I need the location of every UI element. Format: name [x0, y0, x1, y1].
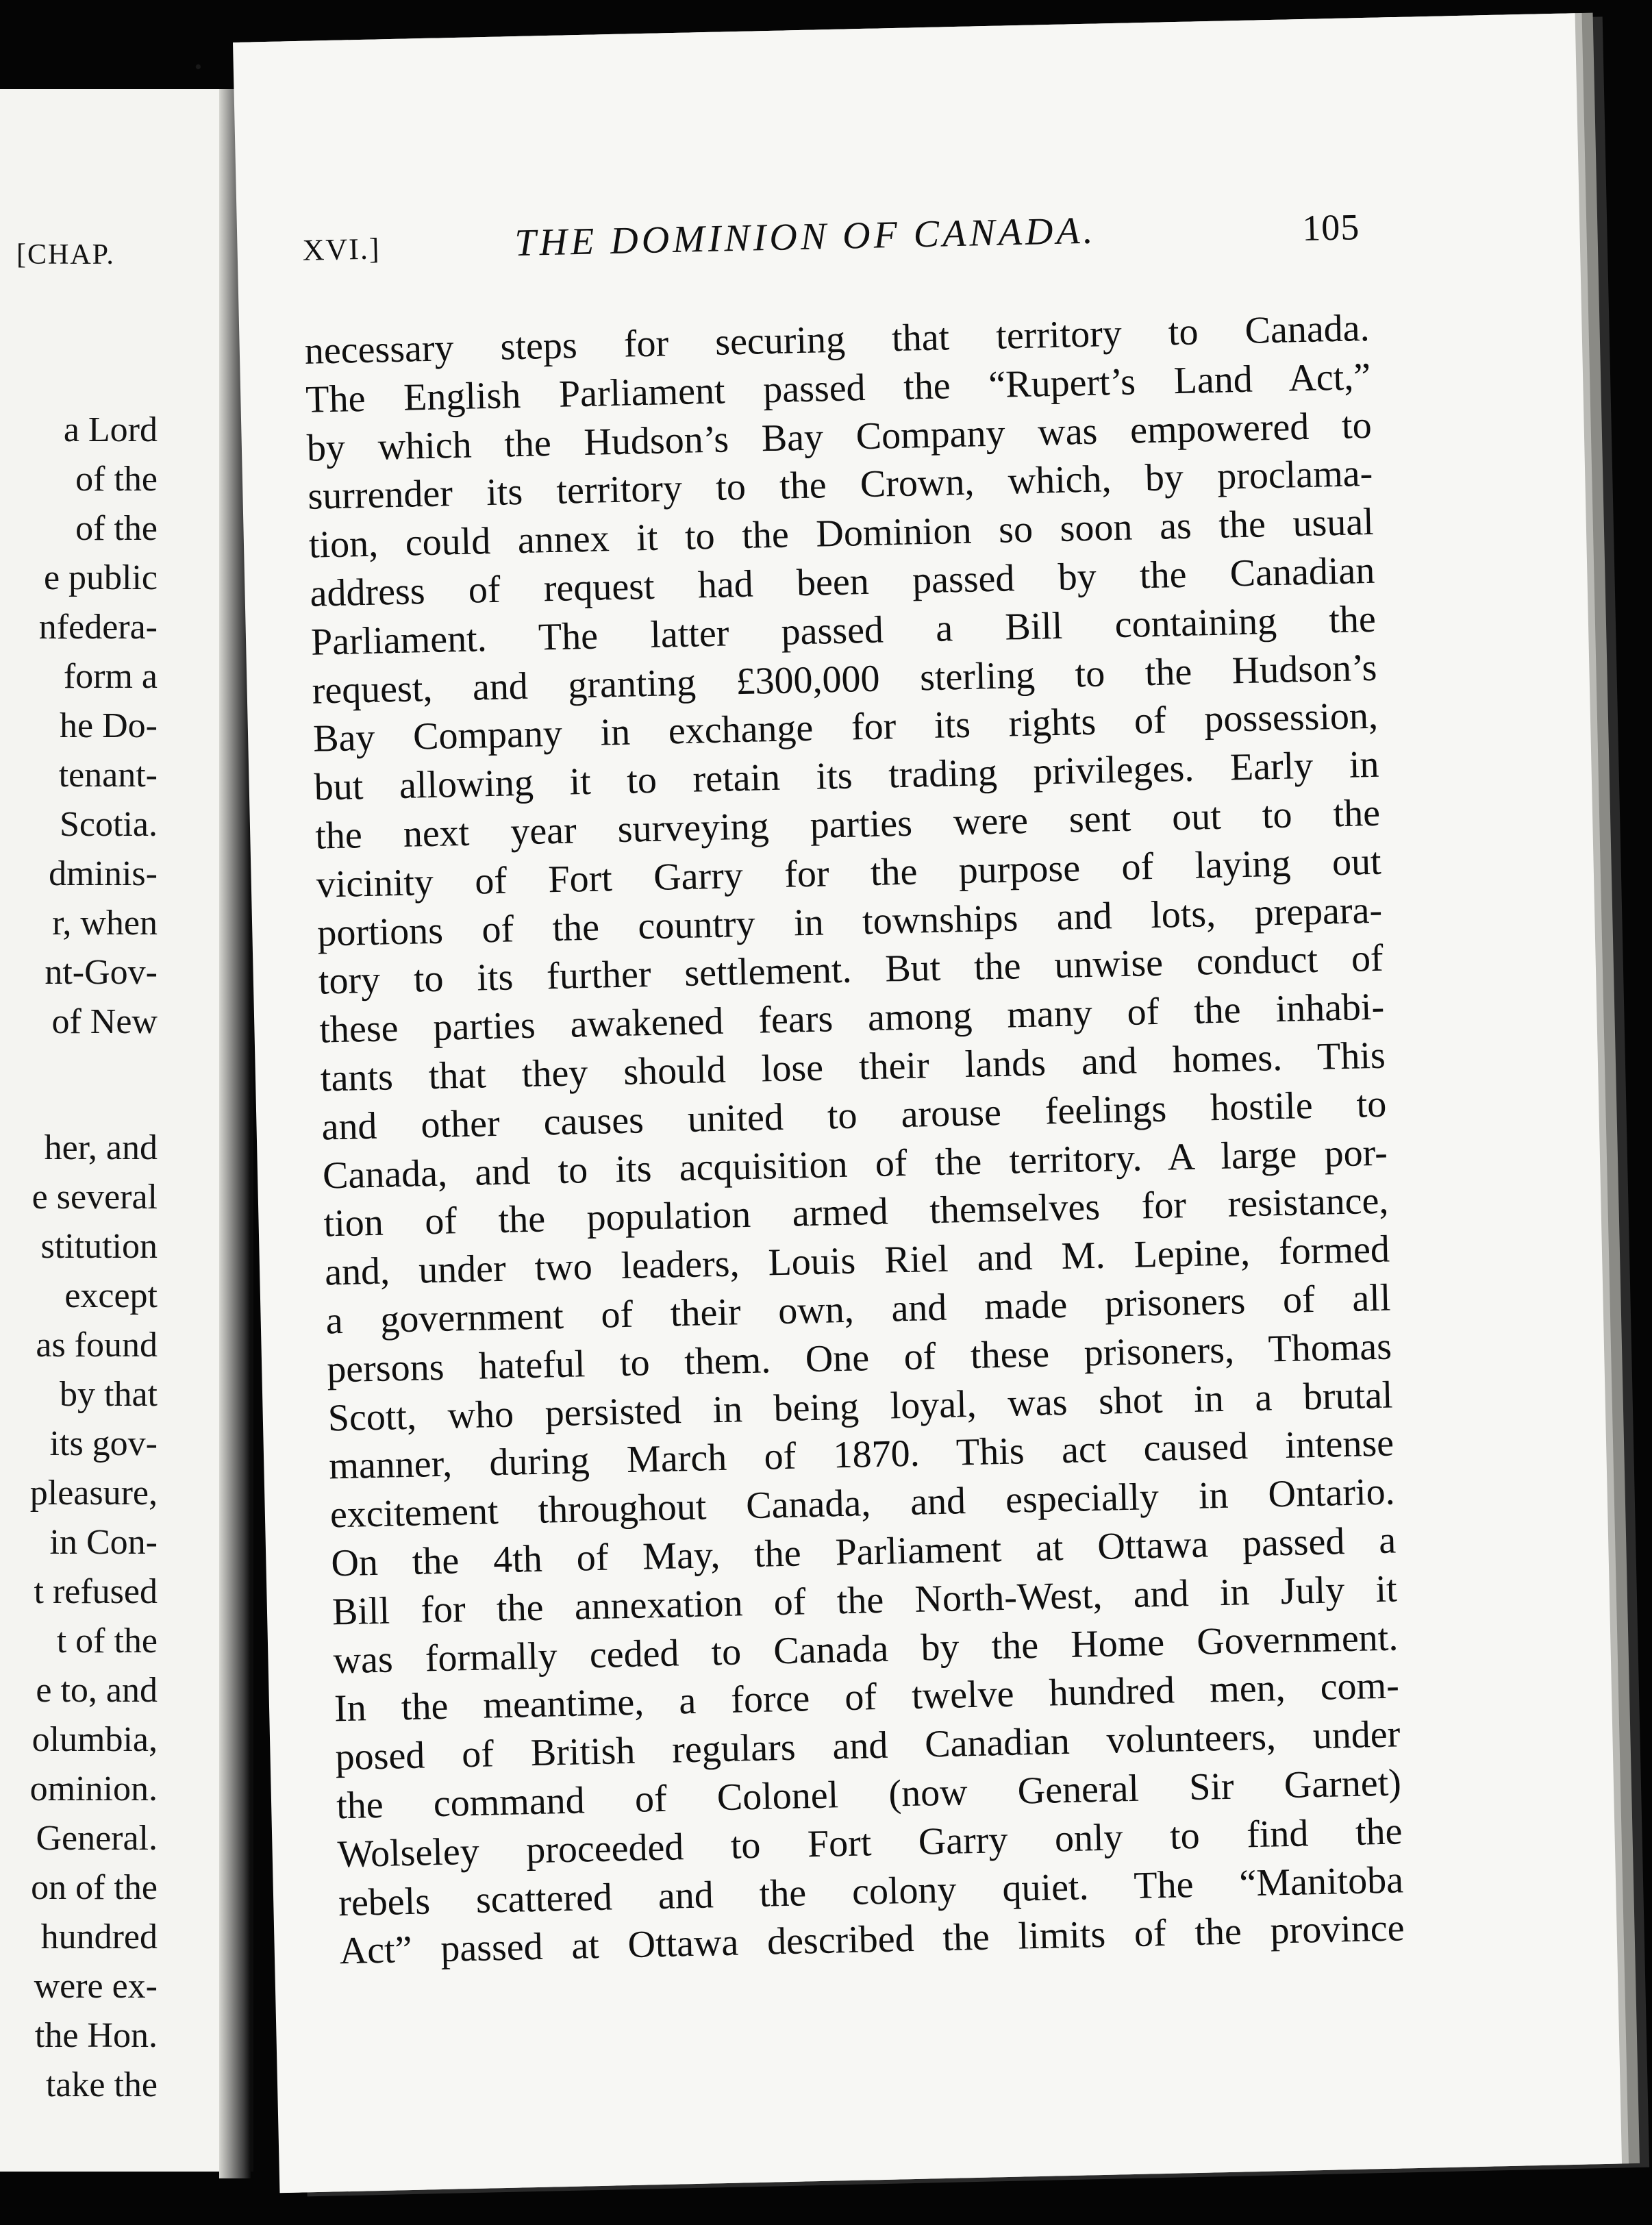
left-page-line: on of the	[31, 1868, 158, 1907]
text-line: posed of British regulars and Canadian volunteers, under	[334, 1713, 1401, 1779]
text-line: Bill for the annexation of the North-West, and in July it	[331, 1567, 1398, 1634]
body-text	[304, 304, 1405, 1976]
text-line: manner, during March of 1870. This act caused intense	[328, 1421, 1394, 1488]
main-page	[233, 13, 1622, 2193]
left-page-line: r, when	[52, 904, 158, 943]
text-line: Scott, who persisted in being loyal, was shot in a brutal	[327, 1373, 1394, 1439]
page-number: 105	[1301, 206, 1360, 249]
left-page-line: by that	[60, 1375, 158, 1414]
left-page-line: ominion.	[29, 1769, 158, 1808]
left-page-line: take the	[45, 2065, 158, 2104]
text-line: Canada, and to its acquisition of the territory. A large por-	[322, 1131, 1388, 1197]
text-line: address of request had been passed by the Canadian	[309, 549, 1375, 615]
left-page-line: its gov-	[49, 1424, 158, 1463]
text-line: persons hateful to them. One of these prisoners, Thomas	[326, 1325, 1392, 1391]
left-page-line: olumbia,	[32, 1720, 158, 1759]
text-line: Bay Company in exchange for its rights of possession,	[312, 695, 1379, 761]
left-page-line: of the	[75, 509, 158, 548]
left-page-line: the Hon.	[34, 2016, 158, 2055]
left-page-line: of the	[75, 460, 158, 499]
text-line: portions of the country in townships and lots, prepara-	[316, 888, 1383, 955]
left-page-line: in Con-	[49, 1523, 158, 1562]
running-title: THE DOMINION OF CANADA.	[514, 209, 1097, 265]
text-line: Parliament. The latter passed a Bill containing the	[310, 597, 1377, 664]
text-line: On the 4th of May, the Parliament at Ottawa passed a	[330, 1519, 1397, 1585]
left-page-line: a Lord	[63, 410, 158, 449]
text-line: Act” passed at Ottawa described the limits of the province	[339, 1906, 1405, 1973]
text-line: and other causes united to arouse feelings hostile to	[321, 1082, 1387, 1149]
running-head	[302, 203, 1360, 281]
text-line: Wolseley proceeded to Fort Garry only to find the	[337, 1810, 1403, 1876]
left-page-header: [CHAP.	[16, 239, 115, 271]
text-line: by which the Hudson’s Bay Company was empowered to	[306, 403, 1373, 470]
left-page-line: nt-Gov-	[45, 953, 158, 992]
left-page-line: of New	[51, 1002, 158, 1041]
left-page-text-top	[0, 406, 158, 1047]
left-page-line: nfedera-	[38, 608, 158, 647]
text-line: was formally ceded to Canada by the Home Government.	[332, 1615, 1399, 1682]
text-line: and, under two leaders, Louis Riel and M. Lepine, formed	[324, 1228, 1390, 1294]
text-line: In the meantime, a force of twelve hundred men, com-	[334, 1664, 1400, 1730]
left-page-text-bottom	[0, 1123, 158, 2110]
left-page-line: General.	[36, 1819, 158, 1858]
left-page-line: t refused	[34, 1572, 158, 1611]
text-line: the command of Colonel (now General Sir Garnet)	[336, 1761, 1402, 1828]
left-page-line: except	[64, 1276, 158, 1315]
left-page	[0, 89, 253, 2172]
left-page-line: he Do-	[60, 706, 158, 745]
text-line: request, and granting £300,000 sterling to the Hudson’s	[311, 646, 1377, 712]
text-line: tion, could annex it to the Dominion so soon as the usual	[308, 501, 1375, 567]
left-page-line: as found	[36, 1326, 158, 1365]
text-line: rebels scattered and the colony quiet. The “Manitoba	[338, 1858, 1404, 1924]
text-line: The English Parliament passed the “Rupert’s Land Act,”	[305, 355, 1371, 421]
text-line: excitement throughout Canada, and especially in Ontario.	[329, 1470, 1396, 1537]
left-page-line: e several	[32, 1178, 158, 1217]
text-line: these parties awakened fears among many of the inhabi-	[318, 985, 1385, 1052]
left-page-line: tenant-	[58, 756, 158, 795]
text-line: tants that they should lose their lands and homes. This	[320, 1034, 1386, 1100]
chapter-number: XVI.]	[302, 232, 381, 267]
text-line: necessary steps for securing that territory to Canada.	[304, 306, 1371, 373]
left-page-line: form a	[63, 657, 158, 696]
left-page-line: dminis-	[49, 854, 158, 893]
left-page-line: e to, and	[36, 1671, 158, 1710]
left-page-line: e public	[43, 558, 158, 597]
text-line: tion of the population armed themselves for resistance,	[323, 1179, 1389, 1245]
text-line: a government of their own, and made prisoners of all	[325, 1276, 1392, 1343]
text-line: but allowing it to retain its trading privileges. Early in	[314, 743, 1380, 809]
left-page-line: stitution	[40, 1227, 158, 1266]
text-line: the next year surveying parties were sent out to the	[314, 791, 1381, 858]
text-line: surrender its territory to the Crown, which, by proclama-	[307, 452, 1373, 519]
text-line: vicinity of Fort Garry for the purpose of laying out	[316, 840, 1382, 906]
left-page-line: Scotia.	[60, 805, 158, 844]
left-page-line: pleasure,	[29, 1474, 158, 1513]
left-page-line: her, and	[44, 1128, 158, 1167]
text-line: tory to its further settlement. But the unwise conduct of	[318, 937, 1384, 1003]
left-page-line: hundred	[40, 1917, 158, 1956]
left-page-line: t of the	[56, 1621, 158, 1661]
left-page-line: were ex-	[34, 1967, 158, 2006]
